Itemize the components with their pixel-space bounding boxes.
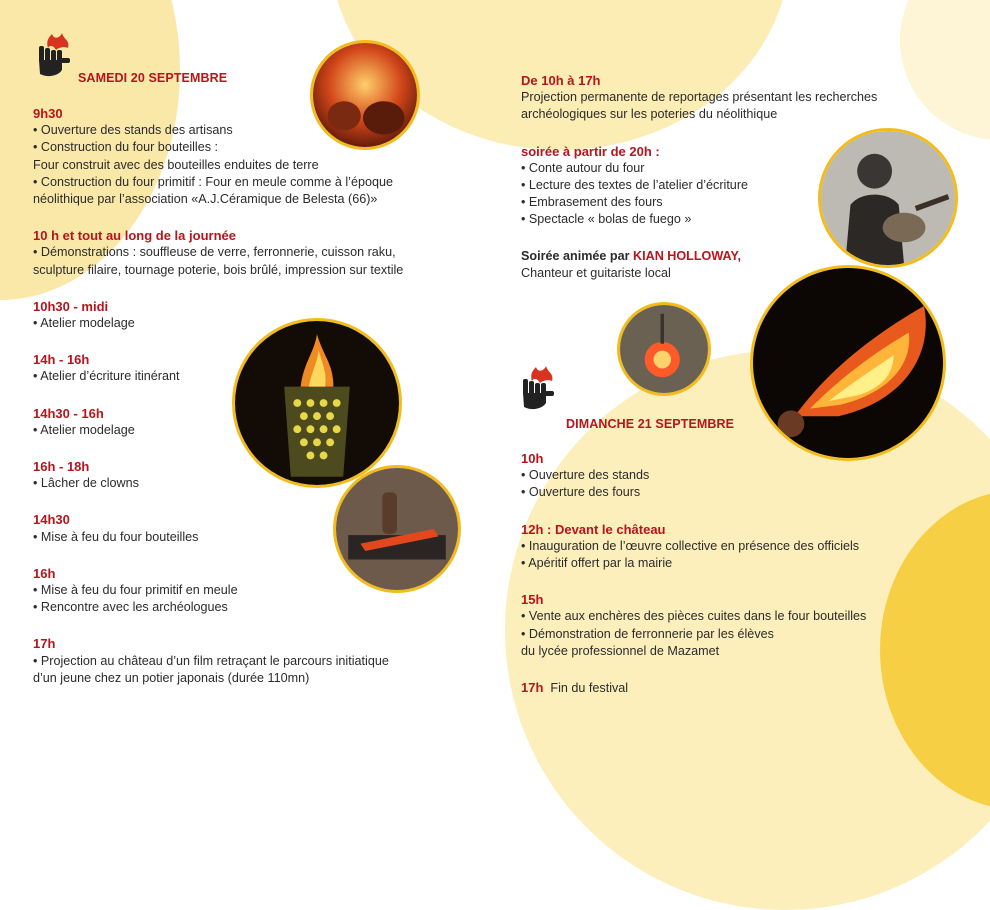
schedule-line: • Ouverture des stands des artisans xyxy=(33,123,233,138)
evening-artist-role: Chanteur et guitariste local xyxy=(521,265,671,280)
schedule-line: • Lâcher de clowns xyxy=(33,476,139,491)
schedule-line: • Mise à feu du four bouteilles xyxy=(33,529,199,544)
evening-artist-name: KIAN HOLLOWAY, xyxy=(633,248,741,263)
schedule-line: • Vente aux enchères des pièces cuites dans le four bouteilles xyxy=(521,609,867,624)
photo-glass-blowing xyxy=(617,302,711,396)
saturday-heading: SAMEDI 20 SEPTEMBRE xyxy=(78,71,228,85)
schedule-time: 10 h et tout au long de la journée xyxy=(33,228,236,244)
hand-flame-logo-icon xyxy=(34,32,74,82)
schedule-line: du lycée professionnel de Mazamet xyxy=(521,643,720,658)
evening-prefix: Soirée animée par xyxy=(521,248,633,263)
evening-artist-block xyxy=(521,248,921,282)
schedule-block xyxy=(521,450,921,502)
schedule-line: • Mise à feu du four primitif en meule xyxy=(33,583,238,598)
schedule-time: soirée à partir de 20h : xyxy=(521,143,660,159)
schedule-block xyxy=(33,298,453,332)
schedule-line: • Embrasement des fours xyxy=(521,195,663,210)
schedule-line: • Ouverture des fours xyxy=(521,485,641,500)
saturday-evening-schedule xyxy=(521,72,921,301)
schedule-block xyxy=(521,591,921,660)
schedule-line: Projection permanente de reportages présentant les recherches xyxy=(521,90,878,105)
schedule-block xyxy=(33,511,453,545)
schedule-block-final xyxy=(521,679,921,697)
schedule-line: • Apéritif offert par la mairie xyxy=(521,556,673,571)
schedule-time: 10h xyxy=(521,451,544,466)
schedule-line: • Construction du four primitif : Four en meule comme à l’époque xyxy=(33,174,393,189)
schedule-time: 12h : Devant le château xyxy=(521,521,666,537)
schedule-time: 16h - 18h xyxy=(33,459,90,475)
schedule-line: • Construction du four bouteilles : xyxy=(33,140,219,155)
saturday-schedule xyxy=(33,105,453,706)
sunday-heading: DIMANCHE 21 SEPTEMBRE xyxy=(566,417,735,431)
schedule-block xyxy=(521,521,921,573)
schedule-block xyxy=(521,143,921,229)
schedule-line: • Spectacle « bolas de fuego » xyxy=(521,212,692,227)
schedule-time: 10h30 - midi xyxy=(33,298,109,314)
evening-host-line xyxy=(521,248,921,265)
schedule-line: • Atelier modelage xyxy=(33,422,135,437)
schedule-time: 14h - 16h xyxy=(33,352,90,368)
schedule-time: 15h xyxy=(521,592,544,608)
schedule-line: • Atelier modelage xyxy=(33,316,135,331)
schedule-time: De 10h à 17h xyxy=(521,73,601,88)
schedule-block xyxy=(521,72,921,124)
schedule-block xyxy=(33,227,453,279)
final-text: Fin du festival xyxy=(550,681,629,696)
schedule-block xyxy=(33,351,453,385)
schedule-block xyxy=(33,565,453,617)
schedule-line: • Démonstrations : souffleuse de verre, ferronnerie, cuisson raku, xyxy=(33,245,396,260)
sunday-schedule xyxy=(521,450,921,716)
schedule-block xyxy=(33,635,453,687)
schedule-time: 17h xyxy=(521,680,544,696)
schedule-time: 14h30 xyxy=(33,512,70,528)
final-line xyxy=(521,679,921,697)
schedule-time: 9h30 xyxy=(33,106,63,121)
schedule-line: • Projection au château d’un film retraçant le parcours initiatique xyxy=(33,653,389,668)
schedule-line: • Lecture des textes de l’atelier d’écriture xyxy=(521,178,749,193)
schedule-line: • Rencontre avec les archéologues xyxy=(33,600,228,615)
schedule-line: • Conte autour du four xyxy=(521,160,645,175)
schedule-line: archéologiques sur les poteries du néolithique xyxy=(521,107,778,122)
schedule-line: Four construit avec des bouteilles enduites de terre xyxy=(33,157,319,172)
schedule-line: d’un jeune chez un potier japonais (durée 110mn) xyxy=(33,670,310,685)
schedule-line: • Atelier d’écriture itinérant xyxy=(33,369,180,384)
schedule-block xyxy=(33,405,453,439)
schedule-time: 14h30 - 16h xyxy=(33,405,104,421)
schedule-line: • Ouverture des stands xyxy=(521,468,650,483)
schedule-line: • Démonstration de ferronnerie par les élèves xyxy=(521,626,774,641)
schedule-block xyxy=(33,458,453,492)
schedule-line: sculpture filaire, tournage poterie, bois brûlé, impression sur textile xyxy=(33,262,404,277)
schedule-time: 16h xyxy=(33,565,56,581)
hand-flame-logo-icon xyxy=(518,365,558,415)
schedule-block xyxy=(33,105,453,208)
schedule-time: 17h xyxy=(33,636,56,652)
schedule-line: néolithique par l’association «A.J.Céramique de Belesta (66)» xyxy=(33,192,378,207)
schedule-line: • Inauguration de l’œuvre collective en présence des officiels xyxy=(521,538,860,553)
